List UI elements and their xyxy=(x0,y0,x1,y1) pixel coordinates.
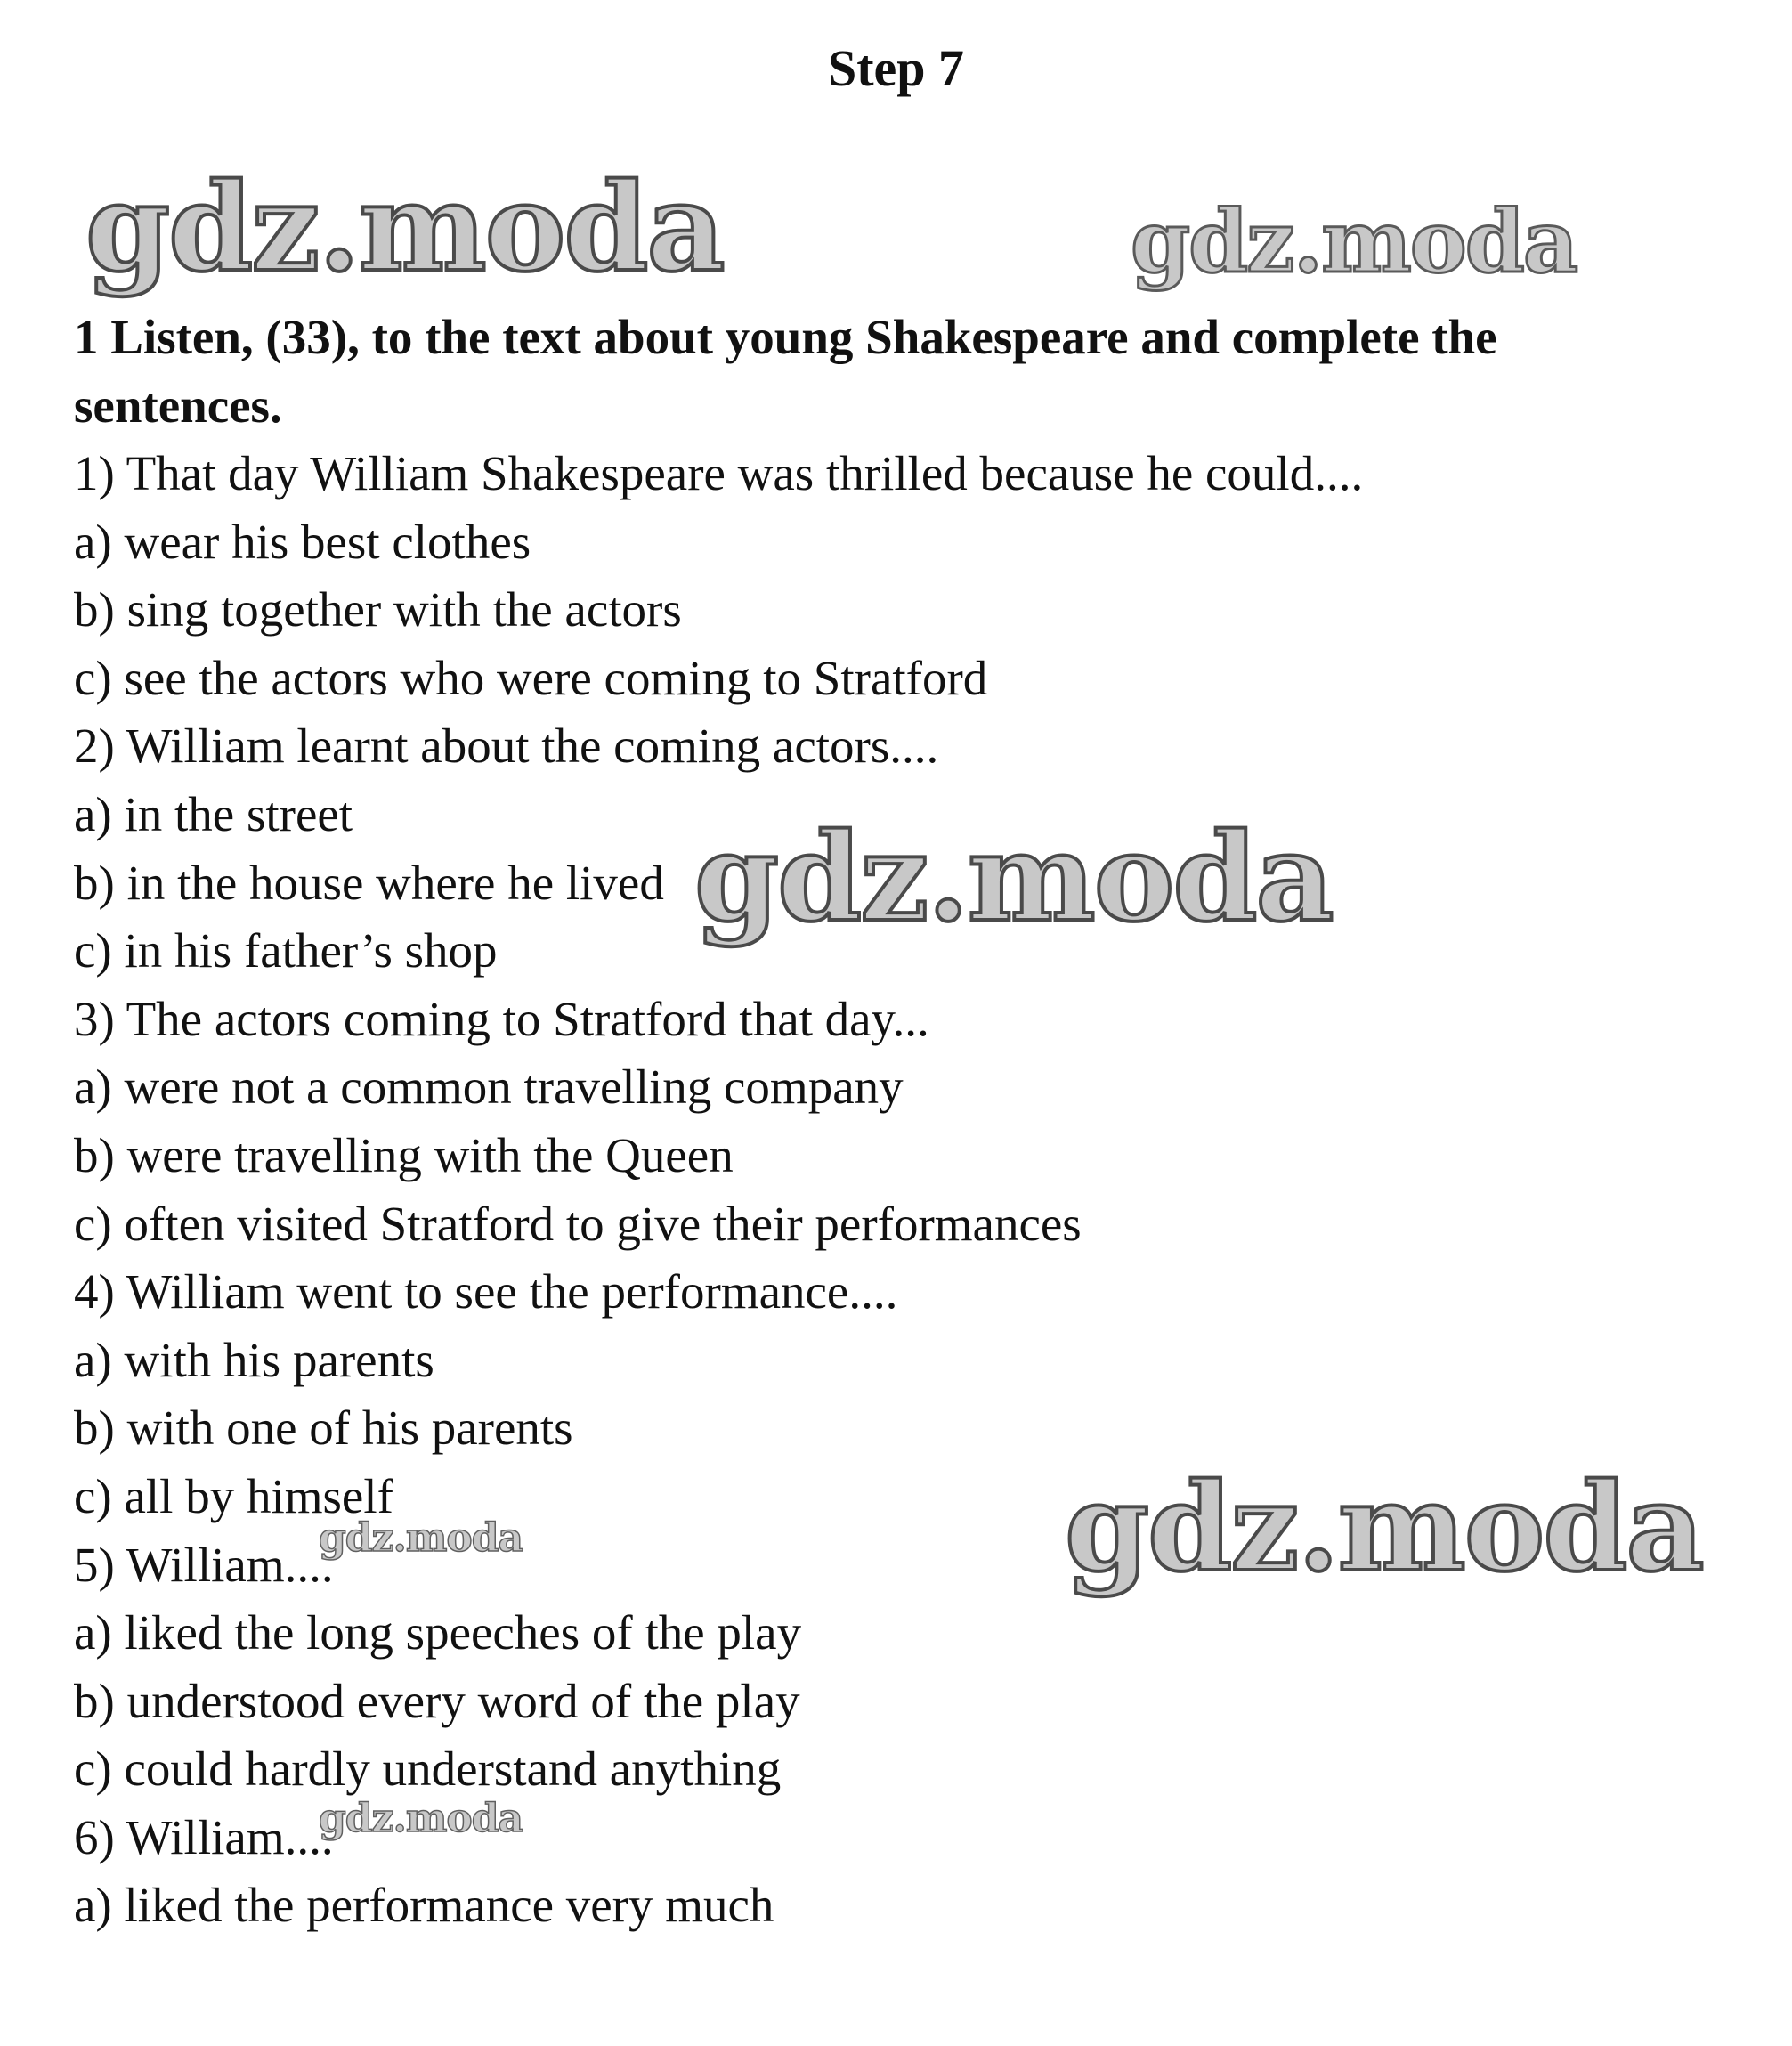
question-3: 3) The actors coming to Stratford that day... xyxy=(74,991,929,1046)
question-4-option-c: c) all by himself xyxy=(74,1468,393,1523)
question-1: 1) That day William Shakespeare was thrilled because he could.... xyxy=(74,446,1364,500)
question-4: 4) William went to see the performance.... xyxy=(74,1264,898,1319)
question-2-option-b: b) in the house where he lived xyxy=(74,855,664,910)
question-6-option-a: a) liked the performance very much xyxy=(74,1878,774,1933)
watermark-logo: gdz.moda xyxy=(1065,1457,1703,1599)
question-4-option-a: a) with his parents xyxy=(74,1332,434,1387)
question-6: 6) William.... xyxy=(74,1809,334,1864)
question-1-option-c: c) see the actors who were coming to Stratford xyxy=(74,650,988,705)
question-2-option-a: a) in the street xyxy=(74,786,353,841)
exercise-lines xyxy=(74,440,1363,1940)
watermark-logo: gdz.moda xyxy=(1131,191,1577,292)
question-1-option-b: b) sing together with the actors xyxy=(74,582,682,637)
question-2: 2) William learnt about the coming actors.... xyxy=(74,719,939,774)
question-2-option-c: c) in his father’s shop xyxy=(74,923,498,978)
question-3-option-c: c) often visited Stratford to give their performances xyxy=(74,1196,1082,1251)
question-5-option-c: c) could hardly understand anything xyxy=(74,1742,782,1797)
page-title: Step 7 xyxy=(827,39,965,97)
question-4-option-b: b) with one of his parents xyxy=(74,1401,573,1456)
watermark-logo: gdz.moda xyxy=(694,807,1333,949)
question-3-option-a: a) were not a common travelling company xyxy=(74,1060,904,1115)
question-5-option-a: a) liked the long speeches of the play xyxy=(74,1605,802,1660)
watermark-logo: gdz.moda xyxy=(319,1796,523,1841)
question-3-option-b: b) were travelling with the Queen xyxy=(74,1127,734,1182)
exercise-instruction: 1 Listen, (33), to the text about young Shakespeare and complete the sentences. xyxy=(74,310,1497,433)
question-1-option-a: a) wear his best clothes xyxy=(74,514,531,569)
watermark-logo: gdz.moda xyxy=(319,1515,523,1561)
question-5-option-b: b) understood every word of the play xyxy=(74,1673,800,1728)
watermark-logo: gdz.moda xyxy=(85,157,724,299)
question-5: 5) William.... xyxy=(74,1537,334,1592)
